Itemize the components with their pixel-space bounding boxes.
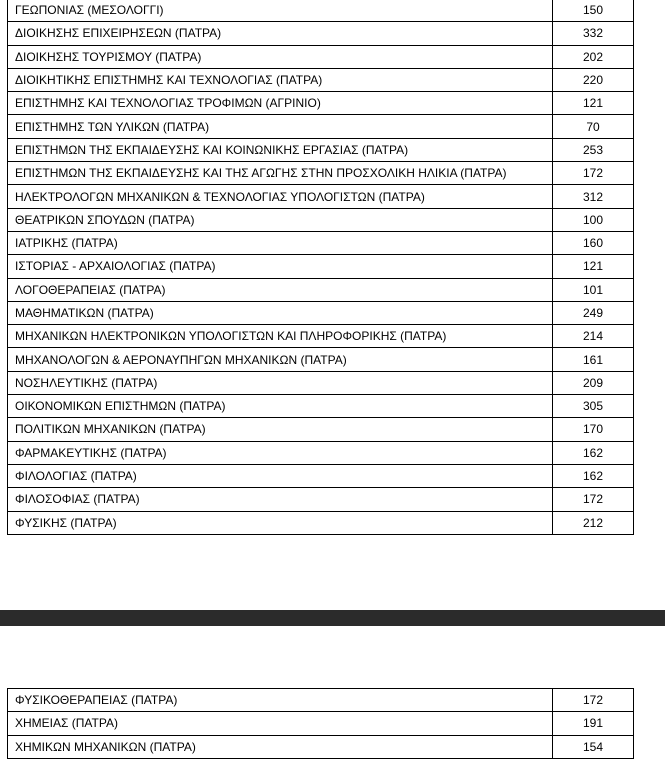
value-cell: 312 (553, 185, 634, 208)
department-name-cell: ΠΟΛΙΤΙΚΩΝ ΜΗΧΑΝΙΚΩΝ (ΠΑΤΡΑ) (8, 418, 553, 441)
department-name-cell: ΝΟΣΗΛΕΥΤΙΚΗΣ (ΠΑΤΡΑ) (8, 371, 553, 394)
table-row (8, 348, 634, 371)
department-name-cell: ΗΛΕΚΤΡΟΛΟΓΩΝ ΜΗΧΑΝΙΚΩΝ & ΤΕΧΝΟΛΟΓΙΑΣ ΥΠΟΛΟΓΙΣΤΩΝ (ΠΑΤΡΑ) (8, 185, 553, 208)
value-cell: 121 (553, 92, 634, 115)
value-cell: 172 (553, 162, 634, 185)
departments-table-page-2 (7, 688, 634, 759)
value-cell: 100 (553, 208, 634, 231)
department-name-cell: ΙΣΤΟΡΙΑΣ - ΑΡΧΑΙΟΛΟΓΙΑΣ (ΠΑΤΡΑ) (8, 255, 553, 278)
table-body (8, 0, 634, 534)
department-name-cell: ΟΙΚΟΝΟΜΙΚΩΝ ΕΠΙΣΤΗΜΩΝ (ΠΑΤΡΑ) (8, 395, 553, 418)
table-row (8, 208, 634, 231)
page-separator (0, 610, 665, 626)
table-row (8, 511, 634, 534)
departments-table-page-1 (7, 0, 634, 535)
value-cell: 121 (553, 255, 634, 278)
table-row (8, 68, 634, 91)
value-cell: 70 (553, 115, 634, 138)
table-row (8, 278, 634, 301)
value-cell: 161 (553, 348, 634, 371)
value-cell: 170 (553, 418, 634, 441)
department-name-cell: ΔΙΟΙΚΗΤΙΚΗΣ ΕΠΙΣΤΗΜΗΣ ΚΑΙ ΤΕΧΝΟΛΟΓΙΑΣ (ΠΑΤΡΑ) (8, 68, 553, 91)
department-name-cell: ΕΠΙΣΤΗΜΩΝ ΤΗΣ ΕΚΠΑΙΔΕΥΣΗΣ ΚΑΙ ΚΟΙΝΩΝΙΚΗΣ ΕΡΓΑΣΙΑΣ (ΠΑΤΡΑ) (8, 138, 553, 161)
value-cell: 162 (553, 464, 634, 487)
table-row (8, 45, 634, 68)
table-row (8, 255, 634, 278)
department-name-cell: ΓΕΩΠΟΝΙΑΣ (ΜΕΣΟΛΟΓΓΙ) (8, 0, 553, 22)
table-row (8, 325, 634, 348)
value-cell: 172 (553, 689, 634, 712)
table-row (8, 689, 634, 712)
table-row (8, 185, 634, 208)
value-cell: 101 (553, 278, 634, 301)
table-row (8, 488, 634, 511)
table-row (8, 138, 634, 161)
department-name-cell: ΜΗΧΑΝΙΚΩΝ ΗΛΕΚΤΡΟΝΙΚΩΝ ΥΠΟΛΟΓΙΣΤΩΝ ΚΑΙ ΠΛΗΡΟΦΟΡΙΚΗΣ (ΠΑΤΡΑ) (8, 325, 553, 348)
table-row (8, 712, 634, 735)
value-cell: 253 (553, 138, 634, 161)
table-row (8, 464, 634, 487)
department-name-cell: ΦΙΛΟΣΟΦΙΑΣ (ΠΑΤΡΑ) (8, 488, 553, 511)
value-cell: 212 (553, 511, 634, 534)
department-name-cell: ΜΗΧΑΝΟΛΟΓΩΝ & ΑΕΡΟΝΑΥΠΗΓΩΝ ΜΗΧΑΝΙΚΩΝ (ΠΑΤΡΑ) (8, 348, 553, 371)
department-name-cell: ΕΠΙΣΤΗΜΩΝ ΤΗΣ ΕΚΠΑΙΔΕΥΣΗΣ ΚΑΙ ΤΗΣ ΑΓΩΓΗΣ ΣΤΗΝ ΠΡΟΣΧΟΛΙΚΗ ΗΛΙΚΙΑ (ΠΑΤΡΑ) (8, 162, 553, 185)
table-row (8, 231, 634, 254)
value-cell: 172 (553, 488, 634, 511)
value-cell: 332 (553, 22, 634, 45)
department-name-cell: ΧΗΜΙΚΩΝ ΜΗΧΑΝΙΚΩΝ (ΠΑΤΡΑ) (8, 735, 553, 758)
table-row (8, 418, 634, 441)
value-cell: 214 (553, 325, 634, 348)
department-name-cell: ΦΥΣΙΚΟΘΕΡΑΠΕΙΑΣ (ΠΑΤΡΑ) (8, 689, 553, 712)
table-row (8, 162, 634, 185)
table-row (8, 92, 634, 115)
value-cell: 150 (553, 0, 634, 22)
department-name-cell: ΧΗΜΕΙΑΣ (ΠΑΤΡΑ) (8, 712, 553, 735)
value-cell: 160 (553, 231, 634, 254)
department-name-cell: ΦΙΛΟΛΟΓΙΑΣ (ΠΑΤΡΑ) (8, 464, 553, 487)
table-row (8, 301, 634, 324)
department-name-cell: ΙΑΤΡΙΚΗΣ (ΠΑΤΡΑ) (8, 231, 553, 254)
table-row (8, 441, 634, 464)
value-cell: 220 (553, 68, 634, 91)
table-body (8, 689, 634, 759)
table-row (8, 735, 634, 758)
department-name-cell: ΛΟΓΟΘΕΡΑΠΕΙΑΣ (ΠΑΤΡΑ) (8, 278, 553, 301)
table-row (8, 22, 634, 45)
table-row (8, 0, 634, 22)
table-row (8, 371, 634, 394)
department-name-cell: ΘΕΑΤΡΙΚΩΝ ΣΠΟΥΔΩΝ (ΠΑΤΡΑ) (8, 208, 553, 231)
value-cell: 305 (553, 395, 634, 418)
table-row (8, 115, 634, 138)
value-cell: 162 (553, 441, 634, 464)
department-name-cell: ΔΙΟΙΚΗΣΗΣ ΤΟΥΡΙΣΜΟΥ (ΠΑΤΡΑ) (8, 45, 553, 68)
department-name-cell: ΕΠΙΣΤΗΜΗΣ ΚΑΙ ΤΕΧΝΟΛΟΓΙΑΣ ΤΡΟΦΙΜΩΝ (ΑΓΡΙΝΙΟ) (8, 92, 553, 115)
department-name-cell: ΔΙΟΙΚΗΣΗΣ ΕΠΙΧΕΙΡΗΣΕΩΝ (ΠΑΤΡΑ) (8, 22, 553, 45)
department-name-cell: ΜΑΘΗΜΑΤΙΚΩΝ (ΠΑΤΡΑ) (8, 301, 553, 324)
department-name-cell: ΕΠΙΣΤΗΜΗΣ ΤΩΝ ΥΛΙΚΩΝ (ΠΑΤΡΑ) (8, 115, 553, 138)
value-cell: 154 (553, 735, 634, 758)
value-cell: 249 (553, 301, 634, 324)
department-name-cell: ΦΥΣΙΚΗΣ (ΠΑΤΡΑ) (8, 511, 553, 534)
value-cell: 202 (553, 45, 634, 68)
value-cell: 191 (553, 712, 634, 735)
department-name-cell: ΦΑΡΜΑΚΕΥΤΙΚΗΣ (ΠΑΤΡΑ) (8, 441, 553, 464)
value-cell: 209 (553, 371, 634, 394)
table-row (8, 395, 634, 418)
